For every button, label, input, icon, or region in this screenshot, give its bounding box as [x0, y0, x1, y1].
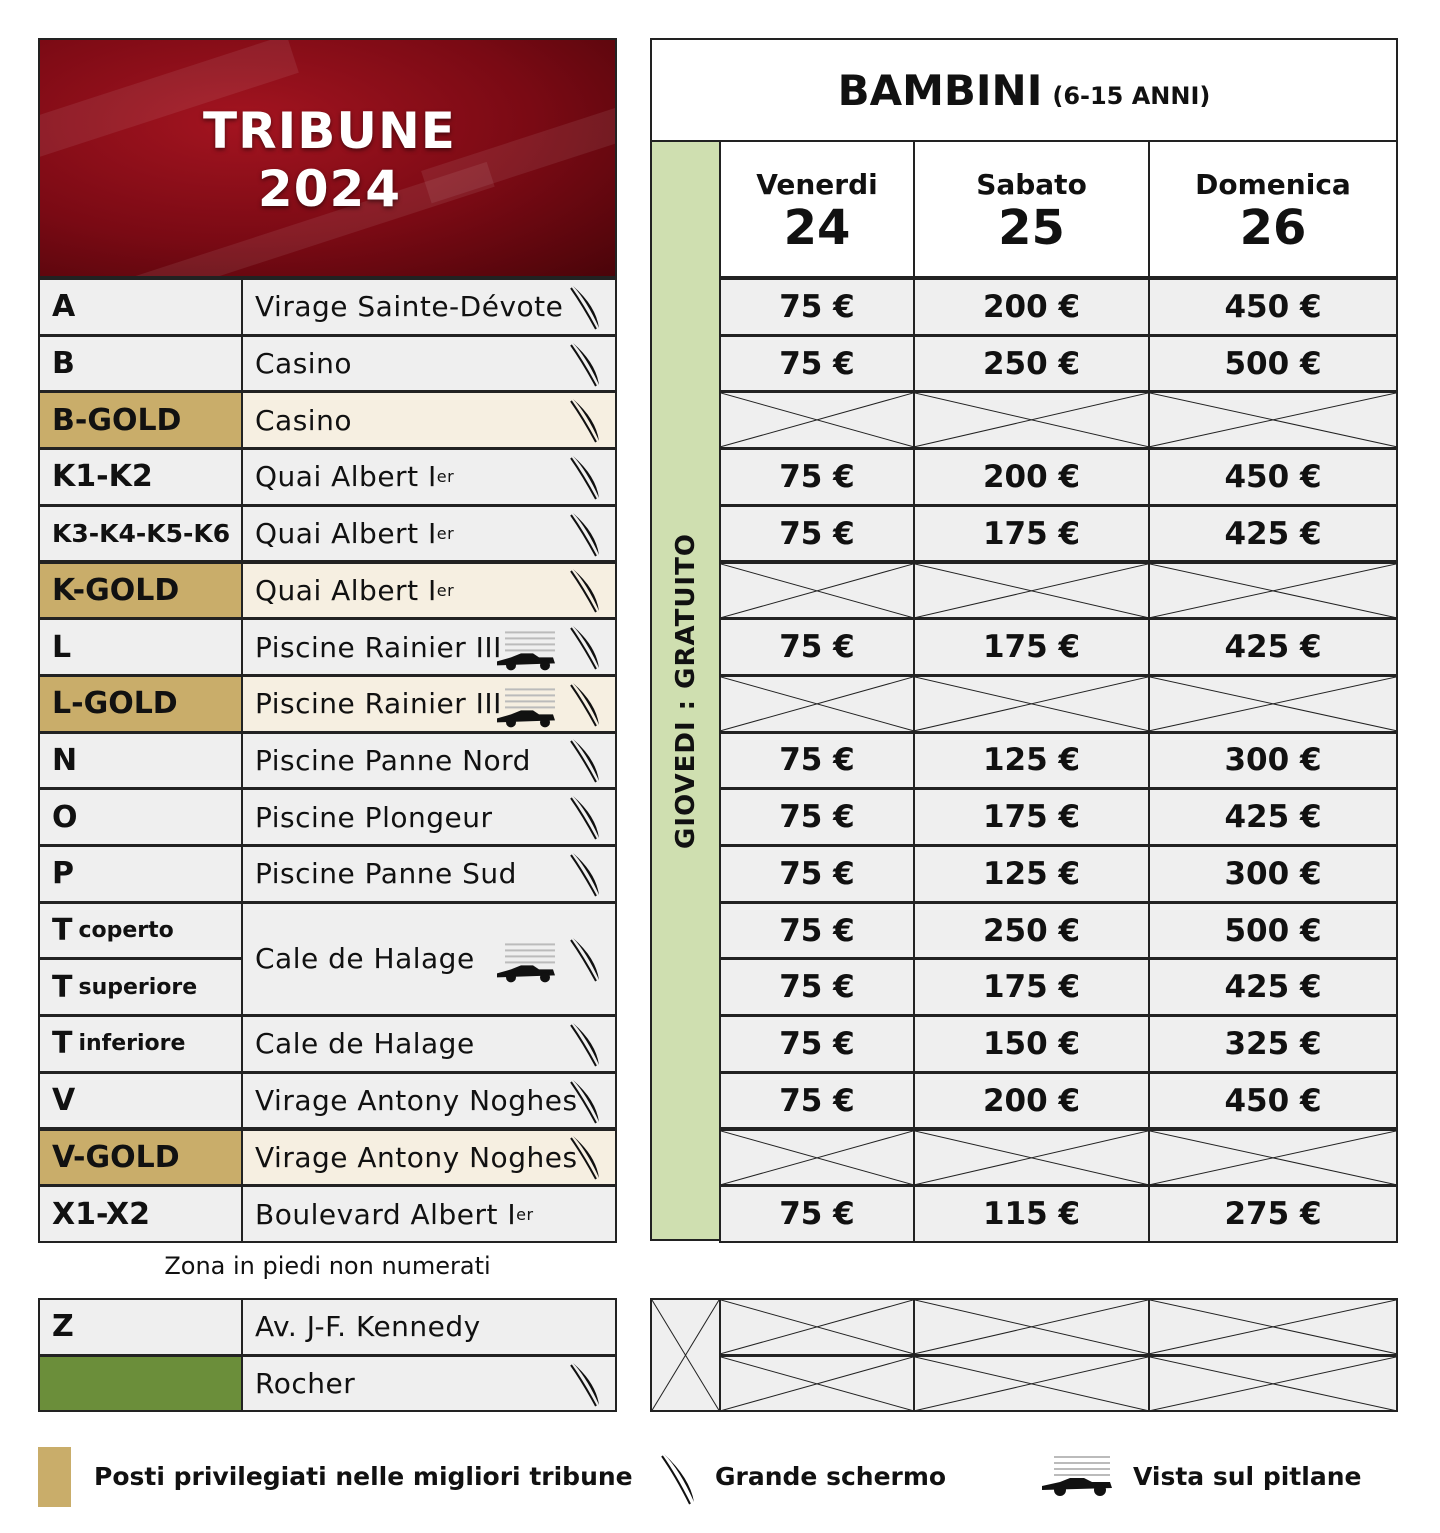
price-cell: 175 €: [913, 958, 1150, 1016]
tribune-code: [38, 1355, 243, 1413]
unavailable-cross: [721, 677, 913, 731]
tribune-code: L: [38, 618, 243, 676]
unavailable-cell: [913, 1355, 1150, 1413]
tribune-name: Piscine Rainier III: [241, 675, 617, 733]
screen-icon: [569, 850, 605, 898]
tribune-code: A: [38, 278, 243, 336]
price-cell: 75 €: [719, 505, 915, 563]
screen-icon: [569, 736, 605, 784]
tribune-name: Av. J-F. Kennedy: [241, 1298, 617, 1356]
tribune-code: K-GOLD: [38, 562, 243, 620]
tribune-row: [38, 335, 617, 393]
price-cell: 500 €: [1148, 335, 1398, 393]
price-cell: 175 €: [913, 618, 1150, 676]
tribune-name: Piscine Panne Nord: [241, 732, 617, 790]
tribune-row: [38, 505, 617, 563]
price-cell: 450 €: [1148, 278, 1398, 336]
unavailable-cross: [721, 1300, 913, 1354]
screen-icon: [569, 1020, 605, 1068]
unavailable-cell: [650, 1298, 721, 1412]
table-header: [650, 38, 1398, 142]
tribune-name: Cale de Halage: [241, 902, 617, 1016]
tribune-name: Piscine Rainier III: [241, 618, 617, 676]
tribune-name: Boulevard Albert I er: [241, 1185, 617, 1243]
tribune-row: [38, 732, 617, 790]
price-cell: 425 €: [1148, 788, 1398, 846]
unavailable-cell: [719, 1298, 915, 1356]
unavailable-cross: [915, 1131, 1148, 1185]
price-cell: 425 €: [1148, 618, 1398, 676]
unavailable-cell: [1148, 1355, 1398, 1413]
price-cell: 75 €: [719, 278, 915, 336]
legend-pitlane: Vista sul pitlane: [1133, 1462, 1362, 1491]
price-cell: 75 €: [719, 618, 915, 676]
tribune-code: K1-K2: [38, 448, 243, 506]
unavailable-cross: [1150, 1131, 1396, 1185]
price-cell: 75 €: [719, 958, 915, 1016]
unavailable-cell: [1148, 1298, 1398, 1356]
screen-icon: [569, 453, 605, 501]
tribune-row: [38, 1185, 617, 1243]
unavailable-cell: [1148, 1129, 1398, 1187]
unavailable-cross: [1150, 677, 1396, 731]
price-cell: 450 €: [1148, 448, 1398, 506]
unavailable-cross: [1150, 564, 1396, 618]
price-cell: 125 €: [913, 845, 1150, 903]
legend-gold: Posti privilegiati nelle migliori tribune: [94, 1462, 633, 1491]
unavailable-cell: [719, 675, 915, 733]
standing-label: Zona in piedi non numerati: [164, 1252, 491, 1280]
unavailable-cross: [915, 564, 1148, 618]
screen-icon: [569, 396, 605, 444]
price-cell: 75 €: [719, 1072, 915, 1130]
unavailable-cross: [652, 1300, 719, 1410]
tribune-code: Z: [38, 1298, 243, 1356]
tribune-code: N: [38, 732, 243, 790]
tribune-name: Casino: [241, 391, 617, 449]
price-cell: 425 €: [1148, 958, 1398, 1016]
tribune-code: P: [38, 845, 243, 903]
tribune-code: T inferiore: [38, 1015, 243, 1073]
day-header: Sabato 25: [913, 140, 1150, 278]
tribune-name: Virage Antony Noghes: [241, 1129, 617, 1187]
tribune-row: [38, 845, 617, 903]
unavailable-cell: [719, 1129, 915, 1187]
hero-title: TRIBUNE 2024: [203, 102, 456, 218]
price-cell: 325 €: [1148, 1015, 1398, 1073]
unavailable-cell: [719, 1355, 915, 1413]
tribune-code: B-GOLD: [38, 391, 243, 449]
legend-screen: Grande schermo: [715, 1462, 947, 1491]
price-cell: 200 €: [913, 448, 1150, 506]
price-cell: 75 €: [719, 845, 915, 903]
tribune-code: T coperto: [38, 902, 243, 960]
tribune-row: [38, 1129, 617, 1187]
thursday-column: [650, 140, 721, 1241]
unavailable-cell: [913, 1129, 1150, 1187]
tribune-name: Rocher: [241, 1355, 617, 1413]
header-title: BAMBINI: [837, 65, 1043, 115]
tribune-name: Piscine Panne Sud: [241, 845, 617, 903]
tribune-code: V-GOLD: [38, 1129, 243, 1187]
unavailable-cross: [1150, 393, 1396, 447]
unavailable-cell: [719, 562, 915, 620]
unavailable-cell: [913, 1298, 1150, 1356]
unavailable-cross: [721, 1131, 913, 1185]
price-cell: 175 €: [913, 505, 1150, 563]
unavailable-cross: [1150, 1357, 1396, 1411]
price-cell: 500 €: [1148, 902, 1398, 960]
unavailable-cell: [913, 675, 1150, 733]
unavailable-cross: [721, 564, 913, 618]
tribune-row: [38, 562, 617, 620]
price-cell: 300 €: [1148, 845, 1398, 903]
tribune-row: [38, 1355, 617, 1413]
unavailable-cell: [913, 562, 1150, 620]
screen-icon: [569, 340, 605, 388]
unavailable-cross: [915, 1300, 1148, 1354]
tribune-name: Quai Albert I er: [241, 505, 617, 563]
price-cell: 250 €: [913, 335, 1150, 393]
unavailable-cell: [719, 391, 915, 449]
price-cell: 115 €: [913, 1185, 1150, 1243]
screen-icon: [569, 935, 605, 983]
thursday-label: GIOVEDI : GRATUITO: [670, 532, 701, 849]
tribune-name: Quai Albert I er: [241, 562, 617, 620]
unavailable-cell: [913, 391, 1150, 449]
price-cell: 75 €: [719, 448, 915, 506]
screen-icon: [569, 1360, 605, 1408]
price-cell: 450 €: [1148, 1072, 1398, 1130]
tribune-code: T superiore: [38, 958, 243, 1016]
price-cell: 125 €: [913, 732, 1150, 790]
price-cell: 75 €: [719, 1015, 915, 1073]
tribune-row: [38, 1015, 617, 1073]
tribune-code: X1-X2: [38, 1185, 243, 1243]
day-header: Venerdi 24: [719, 140, 915, 278]
price-cell: 200 €: [913, 1072, 1150, 1130]
tribune-name: Quai Albert I er: [241, 448, 617, 506]
screen-icon: [569, 793, 605, 841]
tribune-row: [38, 788, 617, 846]
price-cell: 75 €: [719, 902, 915, 960]
tribune-code: V: [38, 1072, 243, 1130]
screen-icon: [569, 1133, 605, 1181]
price-cell: 175 €: [913, 788, 1150, 846]
price-cell: 75 €: [719, 788, 915, 846]
screen-icon: [569, 1077, 605, 1125]
price-cell: 200 €: [913, 278, 1150, 336]
unavailable-cell: [1148, 562, 1398, 620]
screen-icon: [569, 566, 605, 614]
pitlane-icon: [495, 686, 557, 730]
unavailable-cross: [721, 393, 913, 447]
pitlane-icon: [1040, 1452, 1114, 1500]
price-cell: 300 €: [1148, 732, 1398, 790]
tribune-row: [38, 448, 617, 506]
price-cell: 75 €: [719, 732, 915, 790]
tribune-row: [38, 391, 617, 449]
screen-icon: [569, 283, 605, 331]
screen-icon: [569, 680, 605, 728]
unavailable-cross: [721, 1357, 913, 1411]
unavailable-cross: [915, 393, 1148, 447]
tribune-row: [38, 1298, 617, 1356]
price-cell: 250 €: [913, 902, 1150, 960]
unavailable-cross: [1150, 1300, 1396, 1354]
gold-swatch: [38, 1447, 71, 1507]
tribune-name: Virage Sainte-Dévote: [241, 278, 617, 336]
screen-icon: [569, 623, 605, 671]
header-subtitle: (6-15 ANNI): [1052, 82, 1211, 110]
pitlane-icon: [495, 629, 557, 673]
tribune-name: Cale de Halage: [241, 1015, 617, 1073]
unavailable-cross: [915, 677, 1148, 731]
hero-banner: [38, 38, 617, 278]
price-cell: 75 €: [719, 335, 915, 393]
unavailable-cell: [1148, 391, 1398, 449]
tribune-code: O: [38, 788, 243, 846]
tribune-row-t-group: [38, 902, 617, 1016]
unavailable-cross: [915, 1357, 1148, 1411]
tribune-name: Virage Antony Noghes: [241, 1072, 617, 1130]
price-cell: 150 €: [913, 1015, 1150, 1073]
tribune-row: [38, 1072, 617, 1130]
tribune-row: [38, 618, 617, 676]
tribune-name: Casino: [241, 335, 617, 393]
tribune-name: Piscine Plongeur: [241, 788, 617, 846]
screen-icon: [569, 510, 605, 558]
tribune-code: L-GOLD: [38, 675, 243, 733]
price-cell: 425 €: [1148, 505, 1398, 563]
tribune-row: [38, 278, 617, 336]
pitlane-icon: [495, 941, 557, 985]
tribune-code: B: [38, 335, 243, 393]
tribune-row: [38, 675, 617, 733]
screen-icon: [660, 1450, 700, 1506]
tribune-code: K3-K4-K5-K6: [38, 505, 243, 563]
price-cell: 275 €: [1148, 1185, 1398, 1243]
unavailable-cell: [1148, 675, 1398, 733]
price-cell: 75 €: [719, 1185, 915, 1243]
day-header: Domenica 26: [1148, 140, 1398, 278]
